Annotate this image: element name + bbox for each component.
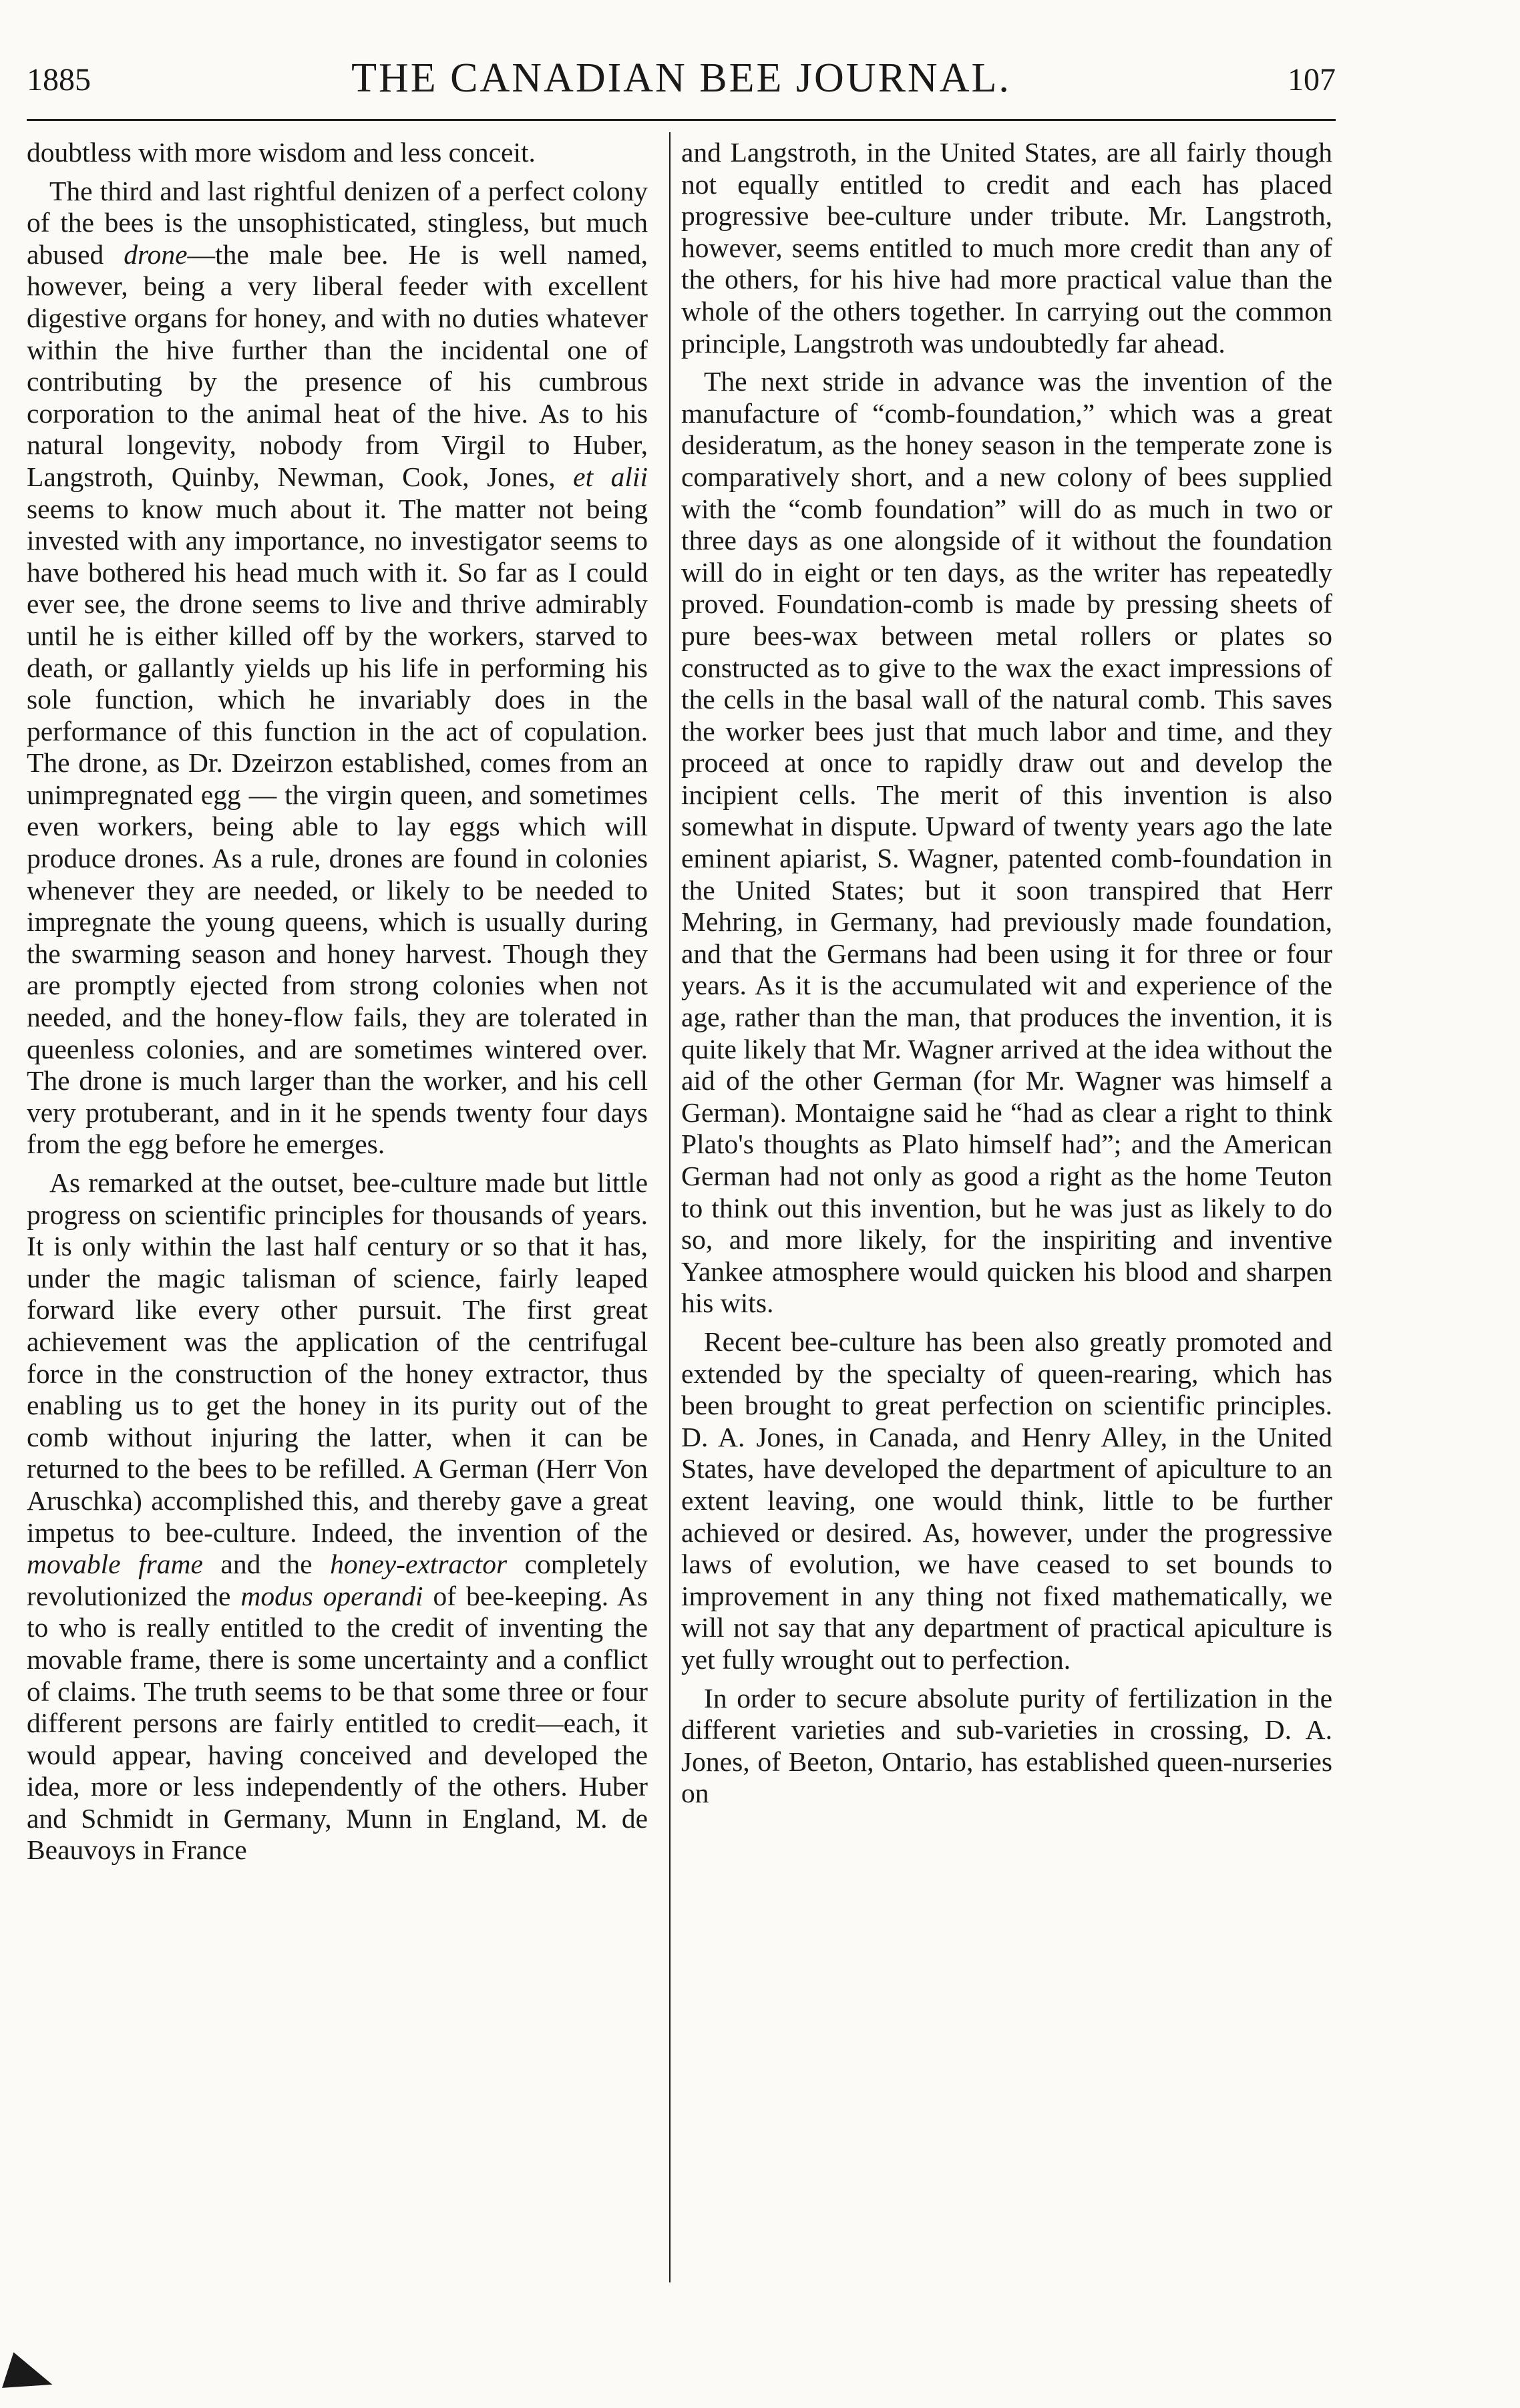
left-paragraph-2: The third and last rightful denizen of a perfect colony of the bees is the unsophisticated, stingless, but much abused drone—the male bee. He is well named, however, being a very liberal feeder with excellent digestive organs for honey, and with no duties whatever within the hive further than the incidental one of contributing by the presence of his cumbrous corporation to the animal heat of the hive. As to his natural longevity, nobody from Virgil to Huber, Langstroth, Quinby, Newman, Cook, Jones, et alii seems to know much about it. The matter not being invested with any importance, no investigator seems to have bothered his head much with it. So far as I could ever see, the drone seems to live and thrive admirably until he is either killed off by the workers, starved to death, or gallantly yields up his life in performing his sole function, which he invariably does in the performance of this function in the act of copulation. The drone, as Dr. Dzeirzon established, comes from an unimpregnated egg — the virgin queen, and sometimes even workers, being able to lay eggs which will produce drones. As a rule, drones are found in colonies whenever they are needed, or likely to be needed to impregnate the young queens, which is usually during the swarming season and honey harvest. Though they are promptly ejected from strong colonies when not needed, and the honey-flow fails, they are tolerated in queenless colonies, and are sometimes wintered over. The drone is much larger than the worker, and his cell very protuberant, and in it he spends twenty four days from the egg before he emerges.: [27, 175, 648, 1160]
right-column: [681, 137, 1332, 1810]
right-paragraph-3: Recent bee-culture has been also greatly promoted and extended by the specialty of queen-rearing, which has been brought to great perfection on scientific principles. D. A. Jones, in Canada, and Henry Alley, in the United States, have developed the department of apiculture to an extent leaving, one would think, little to be further achieved or desired. As, however, under the progressive laws of evolution, we have ceased to set bounds to improvement in any thing not fixed mathematically, we will not say that any department of practical apiculture is yet fully wrought out to perfection.: [681, 1326, 1332, 1675]
emphasis-honey-extractor: honey-extractor: [330, 1549, 508, 1580]
journal-title: THE CANADIAN BEE JOURNAL.: [351, 55, 1011, 101]
column-divider: [669, 132, 671, 2282]
emphasis-et-alii: et alii: [573, 461, 648, 492]
left-paragraph-3: As remarked at the outset, bee-culture made but little progress on scientific principles for thousands of years. It is only within the last half century or so that it has, under the magic talisman of science, fairly leaped forward like every other pursuit. The first great achievement was the application of the centrifugal force in the construction of the honey extractor, thus enabling us to get the honey in its purity out of the comb without injuring the latter, when it can be returned to the bees to be refilled. A German (Herr Von Aruschka) accomplished this, and thereby gave a great impetus to bee-culture. Indeed, the invention of the movable frame and the honey-extractor completely revolutionized the modus operandi of bee-keeping. As to who is really entitled to the credit of inventing the movable frame, there is some uncertainty and a conflict of claims. The truth seems to be that some three or four different persons are fairly entitled to credit—each, it would appear, having conceived and developed the idea, more or less independently of the others. Huber and Schmidt in Germany, Munn in England, M. de Beauvoys in France: [27, 1167, 648, 1866]
page-corner-mark: [2, 2353, 58, 2403]
page-number: 107: [1288, 62, 1336, 97]
header-rule: [27, 119, 1336, 121]
left-paragraph-1: doubtless with more wisdom and less conceit.: [27, 137, 536, 168]
right-paragraph-2: The next stride in advance was the invention of the manufacture of “comb-foundation,” which was a great desideratum, as the honey season in the temperate zone is comparatively short, and a new colony of bees supplied with the “comb foundation” will do as much in two or three days as one alongside of it without the foundation will do in eight or ten days, as the writer has repeatedly proved. Foundation-comb is made by pressing sheets of pure bees-wax between metal rollers or plates so constructed as to give to the wax the exact impressions of the cells in the basal wall of the natural comb. This saves the worker bees just that much labor and time, and they proceed at once to rapidly draw out and develop the incipient cells. The merit of this invention is also somewhat in dispute. Upward of twenty years ago the late eminent apiarist, S. Wagner, patented comb-foundation in the United States; but it soon transpired that Herr Mehring, in Germany, had previously made foundation, and that the Germans had been using it for three or four years. As it is the accumulated wit and experience of the age, rather than the man, that produces the invention, it is quite likely that Mr. Wagner arrived at the idea without the aid of the other German (for Mr. Wagner was himself a German). Montaigne said he “had as clear a right to think Plato's thoughts as Plato himself had”; and the American German had not only as good a right as the home Teuton to think out this invention, but he was just as likely to do so, and more likely, for the inspiriting and inventive Yankee atmosphere would quicken his blood and sharpen his wits.: [681, 366, 1332, 1319]
right-paragraph-4: In order to secure absolute purity of fertilization in the different varieties and sub-varieties in crossing, D. A. Jones, of Beeton, Ontario, has established queen-nurseries on: [681, 1682, 1332, 1809]
left-column: [27, 137, 648, 1866]
page-header: [27, 43, 1336, 116]
emphasis-drone: drone: [124, 238, 188, 270]
emphasis-movable-frame: movable frame: [27, 1549, 203, 1580]
right-paragraph-1: and Langstroth, in the United States, are all fairly though not equally entitled to credit and each has placed progressive bee-culture under tribute. Mr. Langstroth, however, seems entitled to much more credit than any of the others, for his hive had more practical value than the whole of the others together. In carrying out the common principle, Langstroth was undoubtedly far ahead.: [681, 137, 1332, 359]
emphasis-modus-operandi: modus operandi: [240, 1580, 423, 1611]
header-year: 1885: [27, 62, 91, 97]
